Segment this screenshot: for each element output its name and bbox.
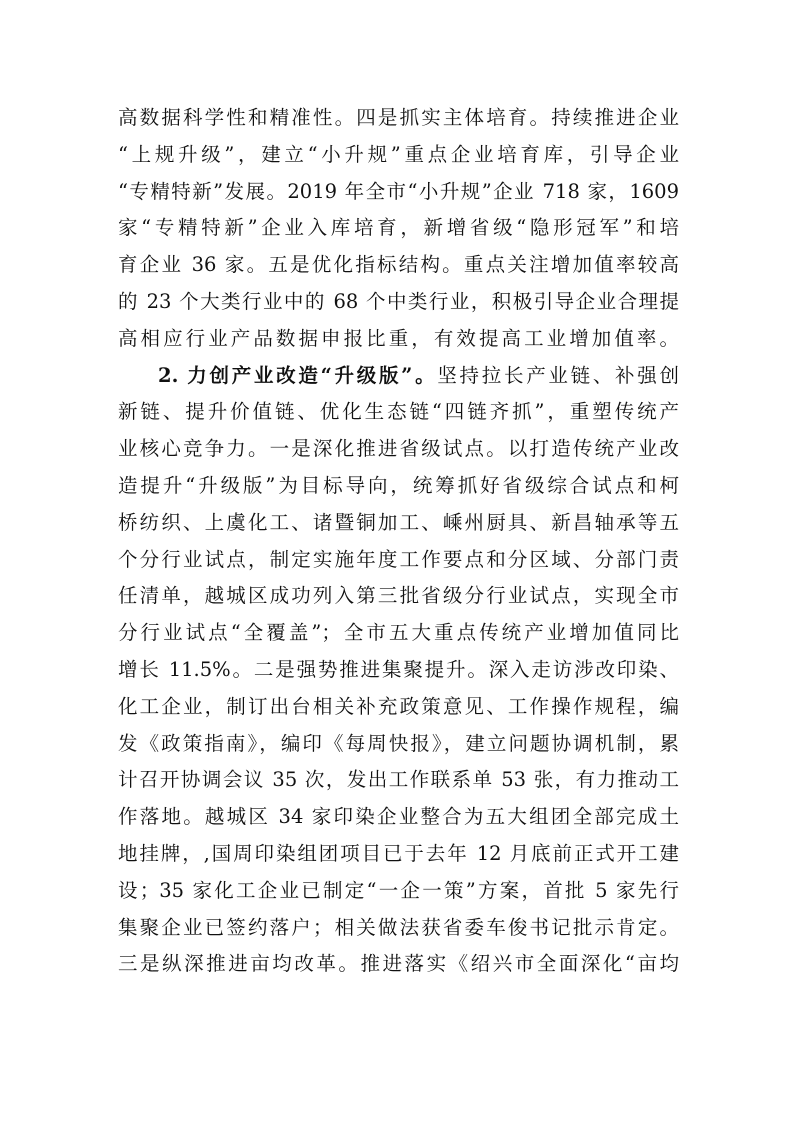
text-line: 任清单，越城区成功列入第三批省级分行业试点，实现全市 [118, 584, 679, 608]
text-line: “专精特新”发展。2019 年全市“小升规”企业 718 家，1609 [118, 179, 679, 203]
section-heading-line [118, 358, 679, 395]
text-line: 作落地。越城区 34 家印染企业整合为五大组团全部完成土 [118, 805, 679, 829]
text-line: 增长 11.5%。二是强势推进集聚提升。深入走访涉改印染、 [118, 657, 679, 681]
heading-number: 2. [158, 363, 179, 387]
text-line: “上规升级”，建立“小升规”重点企业培育库，引导企业 [118, 142, 679, 166]
paragraph-2 [118, 358, 679, 984]
paragraph-1 [118, 100, 679, 358]
text-line: 集聚企业已签约落户；相关做法获省委车俊书记批示肯定。 [118, 915, 679, 939]
text-line: 业核心竞争力。一是深化推进省级试点。以打造传统产业改 [118, 437, 679, 461]
text-line: 分行业试点“全覆盖”；全市五大重点传统产业增加值同比 [118, 621, 679, 645]
heading-line-rest: 坚持拉长产业链、补强创 [437, 363, 679, 387]
text-line: 的 23 个大类行业中的 68 个中类行业，积极引导企业合理提 [118, 289, 679, 313]
text-line: 高数据科学性和精准性。四是抓实主体培育。持续推进企业 [118, 106, 679, 129]
text-line: 育企业 36 家。五是优化指标结构。重点关注增加值率较高 [118, 253, 679, 277]
document-page [118, 100, 679, 983]
text-line: 高相应行业产品数据申报比重，有效提高工业增加值率。 [118, 326, 679, 350]
text-line: 个分行业试点，制定实施年度工作要点和分区域、分部门责 [118, 547, 679, 571]
heading-title: 力创产业改造“升级版”。 [187, 363, 438, 387]
text-line: 设；35 家化工企业已制定“一企一策”方案，首批 5 家先行 [118, 878, 679, 902]
text-line: 桥纺织、上虞化工、诸暨铜加工、嵊州厨具、新昌轴承等五 [118, 510, 679, 534]
text-line: 发《政策指南》，编印《每周快报》，建立问题协调机制，累 [118, 731, 679, 755]
text-line: 新链、提升价值链、优化生态链“四链齐抓”，重塑传统产 [118, 400, 679, 424]
text-line: 化工企业，制订出台相关补充政策意见、工作操作规程，编 [118, 694, 679, 718]
text-line: 家“专精特新”企业入库培育，新增省级“隐形冠军”和培 [118, 216, 679, 240]
text-line: 计召开协调会议 35 次，发出工作联系单 53 张，有力推动工 [118, 768, 679, 792]
text-line: 地挂牌，,国周印染组团项目已于去年 12 月底前正式开工建 [118, 841, 679, 865]
text-line: 三是纵深推进亩均改革。推进落实《绍兴市全面深化“亩均 [118, 952, 679, 976]
text-line: 造提升“升级版”为目标导向，统筹抓好省级综合试点和柯 [118, 473, 679, 497]
